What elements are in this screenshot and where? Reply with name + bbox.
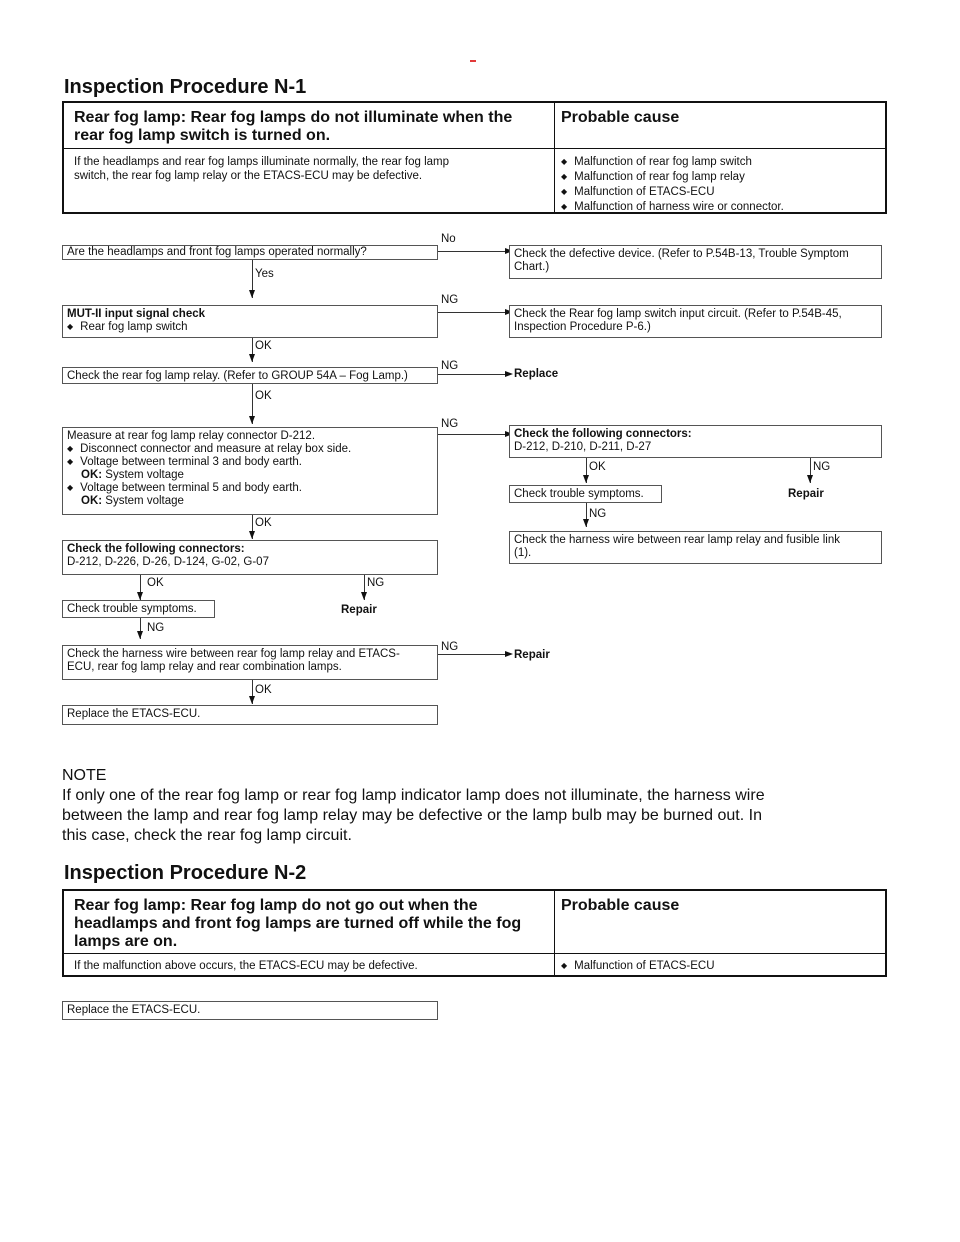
box-bullet: ◆ Rear fog lamp switch: [67, 321, 433, 334]
note-line: If only one of the rear fog lamp or rear fog lamp indicator lamp does not illuminate, the harness wire: [62, 787, 765, 804]
flow-line: [438, 312, 505, 313]
box-title: Check the following connectors:: [514, 428, 692, 440]
flow-step-check-harness-fusible-link: [509, 531, 882, 564]
table-row-divider: [64, 148, 885, 149]
note-title: NOTE: [62, 767, 107, 784]
arrow-down-icon: [249, 416, 255, 424]
branch-label-ok: OK: [147, 577, 164, 589]
n2-symptom-title: [74, 897, 521, 951]
ok-value: System voltage: [105, 495, 184, 507]
arrow-down-icon: [137, 631, 143, 639]
n2-heading: Inspection Procedure N-2: [64, 862, 307, 884]
ok-label: OK:: [81, 469, 103, 481]
cause-item: ◆ Malfunction of harness wire or connector.: [561, 200, 784, 215]
branch-label-no: No: [441, 233, 456, 245]
n2-step-replace-ecu: Replace the ETACS-ECU.: [62, 1001, 438, 1020]
flow-step-measure-connector: [62, 427, 438, 515]
branch-label-ng: NG: [441, 294, 459, 306]
box-bullet: ◆ Voltage between terminal 5 and body earth.: [67, 482, 433, 495]
n2-cause-list: [561, 959, 715, 974]
flow-step-check-connectors-left: [62, 540, 438, 575]
cause-item: ◆ Malfunction of rear fog lamp switch: [561, 155, 784, 170]
branch-label-ok: OK: [255, 390, 272, 402]
arrow-down-icon: [137, 592, 143, 600]
table-column-divider: [554, 891, 555, 975]
symptom-line: rear fog lamp switch is turned on.: [74, 127, 331, 144]
box-line: Inspection Procedure P-6.): [514, 321, 651, 333]
flow-step-check-headlamps: Are the headlamps and front fog lamps operated normally?: [62, 245, 438, 260]
branch-label-ng: NG: [441, 418, 459, 430]
box-line: D-212, D-210, D-211, D-27: [514, 441, 652, 453]
flow-step-replace-ecu: Replace the ETACS-ECU.: [62, 705, 438, 725]
n1-symptom-title: [74, 109, 512, 145]
n1-description: [74, 155, 449, 183]
box-line: Check the harness wire between rear lamp relay and fusible link: [514, 534, 840, 546]
action-replace: Replace: [514, 368, 559, 380]
n1-cause-list: [561, 155, 784, 215]
branch-label-ok: OK: [255, 684, 272, 696]
arrow-down-icon: [249, 531, 255, 539]
ok-label: OK:: [81, 495, 103, 507]
table-column-divider: [554, 103, 555, 212]
symptom-line: Rear fog lamp: Rear fog lamp do not go out when the: [74, 897, 478, 914]
flow-step-check-relay: Check the rear fog lamp relay. (Refer to GROUP 54A – Fog Lamp.): [62, 367, 438, 384]
branch-label-ng: NG: [589, 508, 607, 520]
box-line: Measure at rear fog lamp relay connector D-212.: [67, 430, 316, 442]
flow-action-check-defective-device: [509, 245, 882, 279]
cause-item: ◆ Malfunction of ETACS-ECU: [561, 959, 715, 974]
arrow-down-icon: [583, 475, 589, 483]
box-line: Chart.): [514, 261, 550, 273]
symptom-line: lamps are on.: [74, 933, 178, 950]
n2-description: If the malfunction above occurs, the ETACS-ECU may be defective.: [74, 960, 418, 972]
branch-label-ng: NG: [813, 461, 831, 473]
symptom-line: Rear fog lamp: Rear fog lamps do not illuminate when the: [74, 109, 513, 126]
branch-label-ok: OK: [255, 517, 272, 529]
branch-label-ng: NG: [147, 622, 165, 634]
n1-note: [62, 766, 898, 846]
n2-cause-title: Probable cause: [561, 897, 680, 914]
box-title: MUT-II input signal check: [67, 308, 206, 320]
box-line: D-212, D-226, D-26, D-124, G-02, G-07: [67, 556, 269, 568]
symptom-line: headlamps and front fog lamps are turned off while the fog: [74, 915, 522, 932]
n2-symptom-table: [62, 889, 887, 977]
branch-label-ng: NG: [367, 577, 385, 589]
flow-line: [438, 251, 505, 252]
branch-label-ng: NG: [441, 641, 459, 653]
arrow-right-icon: [505, 651, 513, 657]
box-title: Check the following connectors:: [67, 543, 245, 555]
flow-line: [438, 654, 505, 655]
arrow-down-icon: [249, 354, 255, 362]
branch-label-ok: OK: [255, 340, 272, 352]
box-bullet: ◆ Voltage between terminal 3 and body earth.: [67, 456, 433, 469]
flow-line: [438, 434, 505, 435]
arrow-down-icon: [361, 592, 367, 600]
action-repair: Repair: [514, 649, 550, 661]
n1-symptom-table: [62, 101, 887, 214]
cause-item: ◆ Malfunction of rear fog lamp relay: [561, 170, 784, 185]
arrow-down-icon: [249, 696, 255, 704]
branch-label-yes: Yes: [255, 268, 274, 280]
box-line: Check the harness wire between rear fog lamp relay and ETACS-: [67, 648, 400, 660]
n1-cause-title: Probable cause: [561, 109, 680, 126]
description-line: If the headlamps and rear fog lamps illuminate normally, the rear fog lamp: [74, 156, 450, 168]
note-line: this case, check the rear fog lamp circuit.: [62, 827, 352, 844]
branch-label-ng: NG: [441, 360, 459, 372]
box-line: Check the defective device. (Refer to P.54B-13, Trouble Symptom: [514, 248, 849, 260]
arrow-right-icon: [505, 371, 513, 377]
note-line: between the lamp and rear fog lamp relay may be defective or the lamp bulb may be burned out. In: [62, 807, 762, 824]
flow-step-check-harness-relay-ecu: [62, 645, 438, 680]
flow-line: [438, 374, 505, 375]
box-line: (1).: [514, 547, 532, 559]
n1-heading: Inspection Procedure N-1: [64, 76, 307, 98]
description-line: switch, the rear fog lamp relay or the ETACS-ECU may be defective.: [74, 170, 423, 182]
table-row-divider: [64, 953, 885, 954]
box-line: Check the Rear fog lamp switch input circuit. (Refer to P.54B-45,: [514, 308, 842, 320]
box-bullet: ◆ Disconnect connector and measure at relay box side.: [67, 443, 433, 456]
flow-action-check-switch-circuit: [509, 305, 882, 338]
branch-label-ok: OK: [589, 461, 606, 473]
box-line: ECU, rear fog lamp relay and rear combination lamps.: [67, 661, 342, 673]
ok-value: System voltage: [105, 469, 184, 481]
flow-step-check-connectors-right: [509, 425, 882, 458]
action-repair: Repair: [788, 488, 824, 500]
flow-step-trouble-symptoms-right: Check trouble symptoms.: [509, 485, 662, 503]
arrow-down-icon: [807, 475, 813, 483]
cause-item: ◆ Malfunction of ETACS-ECU: [561, 185, 784, 200]
page-header-mark: [470, 60, 476, 62]
flow-step-mut-input-check: [62, 305, 438, 338]
action-repair: Repair: [341, 604, 377, 616]
flow-step-trouble-symptoms-left: Check trouble symptoms.: [62, 600, 215, 618]
arrow-down-icon: [249, 290, 255, 298]
